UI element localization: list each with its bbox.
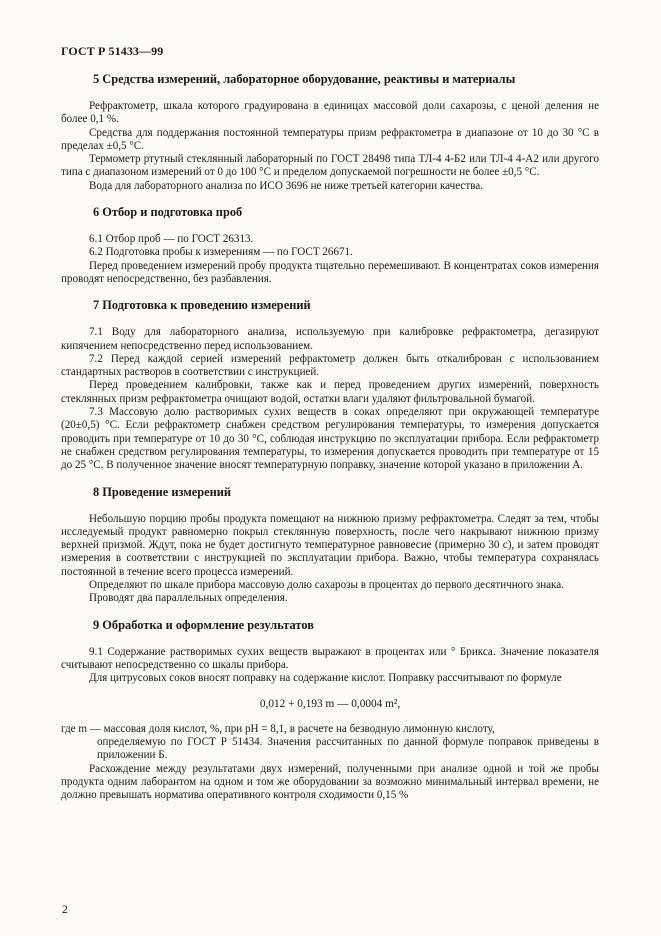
paragraph: Определяют по шкале прибора массовую долю сахарозы в процентах до первого десятичного знака. xyxy=(89,579,564,592)
section-title-6: 6 Отбор и подготовка проб xyxy=(93,205,243,220)
paragraph: Рефрактометр, шкала которого градуирована в единицах массовой доли сахарозы, с ценой деления не более 0,1 %. xyxy=(61,100,599,126)
paragraph: Для цитрусовых соков вносят поправку на содержание кислот. Поправку рассчитывают по формуле xyxy=(89,672,562,685)
paragraph: 6.1 Отбор проб — по ГОСТ 26313. xyxy=(89,233,254,246)
section-title-5: 5 Средства измерений, лабораторное оборудование, реактивы и материалы xyxy=(93,72,516,86)
section-title-7: 7 Подготовка к проведению измерений xyxy=(93,298,311,313)
paragraph: 9.1 Содержание растворимых сухих веществ выражают в процентах или ° Брикса. Значение показателя считывают непосредственно со шкалы прибора. xyxy=(61,645,599,671)
paragraph: 7.1 Воду для лабораторного анализа, используемую при калибровке рефрактометра, дегазируют кипячением непосредственно перед использованием. xyxy=(61,326,599,352)
section-title-8: 8 Проведение измерений xyxy=(93,484,232,499)
section-title-9: 9 Обработка и оформление результатов xyxy=(93,617,314,632)
paragraph: Перед проведением калибровки, также как и перед проведением других измерений, поверхность стеклянных призм рефрактометра очищают водой, остатки влаги удаляют фильтровальной бумагой. xyxy=(61,379,599,405)
paragraph: 7.3 Массовую долю растворимых сухих веществ в соках определяют при окружающей температуре (20±0,5) °С. Если рефрактометр снабжен средством регулирования температуры, то измерения допускается проводить при температуре от 10 до 30 °С, соблюдая инструкцию по эксплуатации прибора. Если рефрактометр не снабжен средством регулирования температуры, то измерения допускается проводить при температуре от 15 до 25 °С. В полученное значение вносят температурную поправку, значение которой указано в приложении А. xyxy=(61,406,599,472)
paragraph: Средства для поддержания постоянной температуры призм рефрактометра в диапазоне от 10 до 30 °С в пределах ±0,5 °С. xyxy=(61,126,599,152)
formula-explanation-continued: определяемую по ГОСТ Р 51434. Значения рассчитанных по данной формуле поправок приведены в приложении Б. xyxy=(97,736,599,762)
paragraph: Термометр ртутный стеклянный лабораторный по ГОСТ 28498 типа ТЛ-4 4-Б2 или ТЛ-4 4-А2 или другого типа с диапазоном измерений от 0 до 100 °С и пределом допускаемой погрешности не более ±0,5 °С. xyxy=(61,153,599,179)
paragraph: 6.2 Подготовка пробы к измерениям — по ГОСТ 26671. xyxy=(89,246,353,259)
paragraph: Проводят два параллельных определения. xyxy=(89,592,288,605)
paragraph: Небольшую порцию пробы продукта помещают на нижнюю призму рефрактометра. Следят за тем, чтобы исследуемый продукт равномерно покрыл стеклянную поверхность, после чего накрывают нижнюю призму верхней призмой. Ждут, пока не будет достигнуто температурное равновесие (примерно 30 с), и затем проводят измерения в соответствии с инструкцией по эксплуатации прибора. Важно, чтобы температура сохранялась постоянной в течение всего процесса измерений. xyxy=(61,512,599,578)
paragraph: 7.2 Перед каждой серией измерений рефрактометр должен быть откалиброван с использованием стандартных растворов в соответствии с инструкцией. xyxy=(61,352,599,379)
paragraph: Расхождение между результатами двух измерений, полученными при анализе одной и той же пробы продукта одним лаборантом на одном и том же оборудовании за возможно минимальный интервал времени, не должно превышать норматива оперативного контроля сходимости 0,15 % xyxy=(61,762,599,802)
document-body xyxy=(61,60,599,803)
correction-formula: 0,012 + 0,193 m — 0,0004 m², xyxy=(259,697,401,710)
document-header: ГОСТ Р 51433—99 xyxy=(61,44,164,58)
formula-explanation: где m — массовая доля кислот, %, при pH = 8,1, в расчете на безводную лимонную кислоту, xyxy=(61,722,495,735)
page-number: 2 xyxy=(62,904,68,916)
paragraph: Вода для лабораторного анализа по ИСО 3696 не ниже третьей категории качества. xyxy=(89,179,483,192)
paragraph: Перед проведением измерений пробу продукта тщательно перемешивают. В концентратах соков измерения проводят непосредственно, без разбавления. xyxy=(61,259,599,285)
